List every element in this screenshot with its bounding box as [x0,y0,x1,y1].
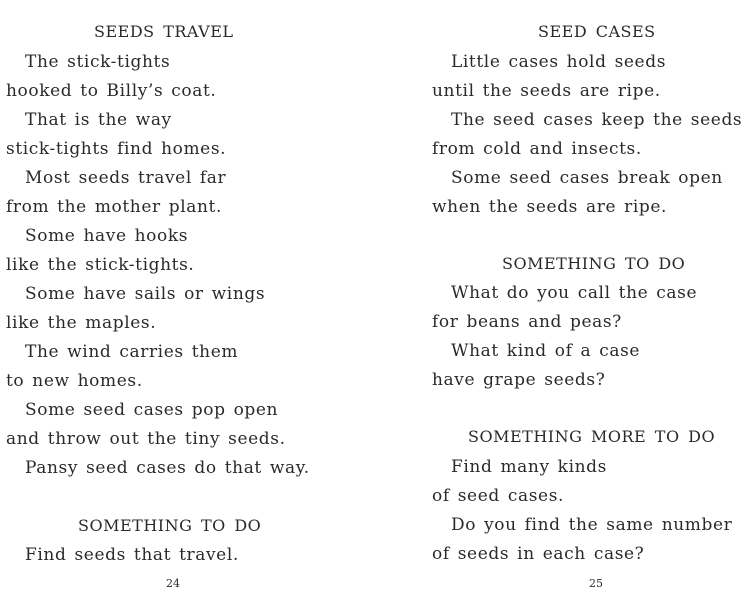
text-line: Some have sails or wings [25,284,266,304]
text-line: and throw out the tiny seeds. [6,429,286,449]
text-line: The seed cases keep the seeds [451,110,742,130]
text-line: from the mother plant. [6,197,222,217]
page-number: 25 [589,577,603,590]
text-line: The stick-tights [25,52,171,72]
text-line: like the stick-tights. [6,255,195,275]
text-line: until the seeds are ripe. [432,81,661,101]
text-line: hooked to Billy’s coat. [6,81,217,101]
text-line: That is the way [25,110,172,130]
text-line: stick-tights find homes. [6,139,227,159]
page-number: 24 [166,577,180,590]
section-title: SOMETHING TO DO [502,254,686,273]
section-title: SOMETHING TO DO [78,516,262,535]
text-line: What kind of a case [451,341,641,361]
text-line: Find many kinds [451,457,607,477]
page-title: SEED CASES [538,22,656,41]
text-line: Find seeds that travel. [25,545,239,565]
text-line: to new homes. [6,371,143,391]
text-line: Some seed cases break open [451,168,723,188]
text-line: of seeds in each case? [432,544,645,564]
right-page [371,0,742,596]
text-line: Some have hooks [25,226,189,246]
text-line: Pansy seed cases do that way. [25,458,310,478]
text-line: What do you call the case [451,283,698,303]
text-line: Some seed cases pop open [25,400,279,420]
text-line: Most seeds travel far [25,168,227,188]
section-title: SOMETHING MORE TO DO [468,427,716,446]
page-title: SEEDS TRAVEL [94,22,234,41]
text-line: when the seeds are ripe. [432,197,668,217]
text-line: like the maples. [6,313,157,333]
text-line: Little cases hold seeds [451,52,667,72]
text-line: for beans and peas? [432,312,622,332]
text-line: Do you find the same number [451,515,733,535]
text-line: The wind carries them [25,342,239,362]
text-line: have grape seeds? [432,370,606,390]
text-line: of seed cases. [432,486,565,506]
text-line: from cold and insects. [432,139,642,159]
